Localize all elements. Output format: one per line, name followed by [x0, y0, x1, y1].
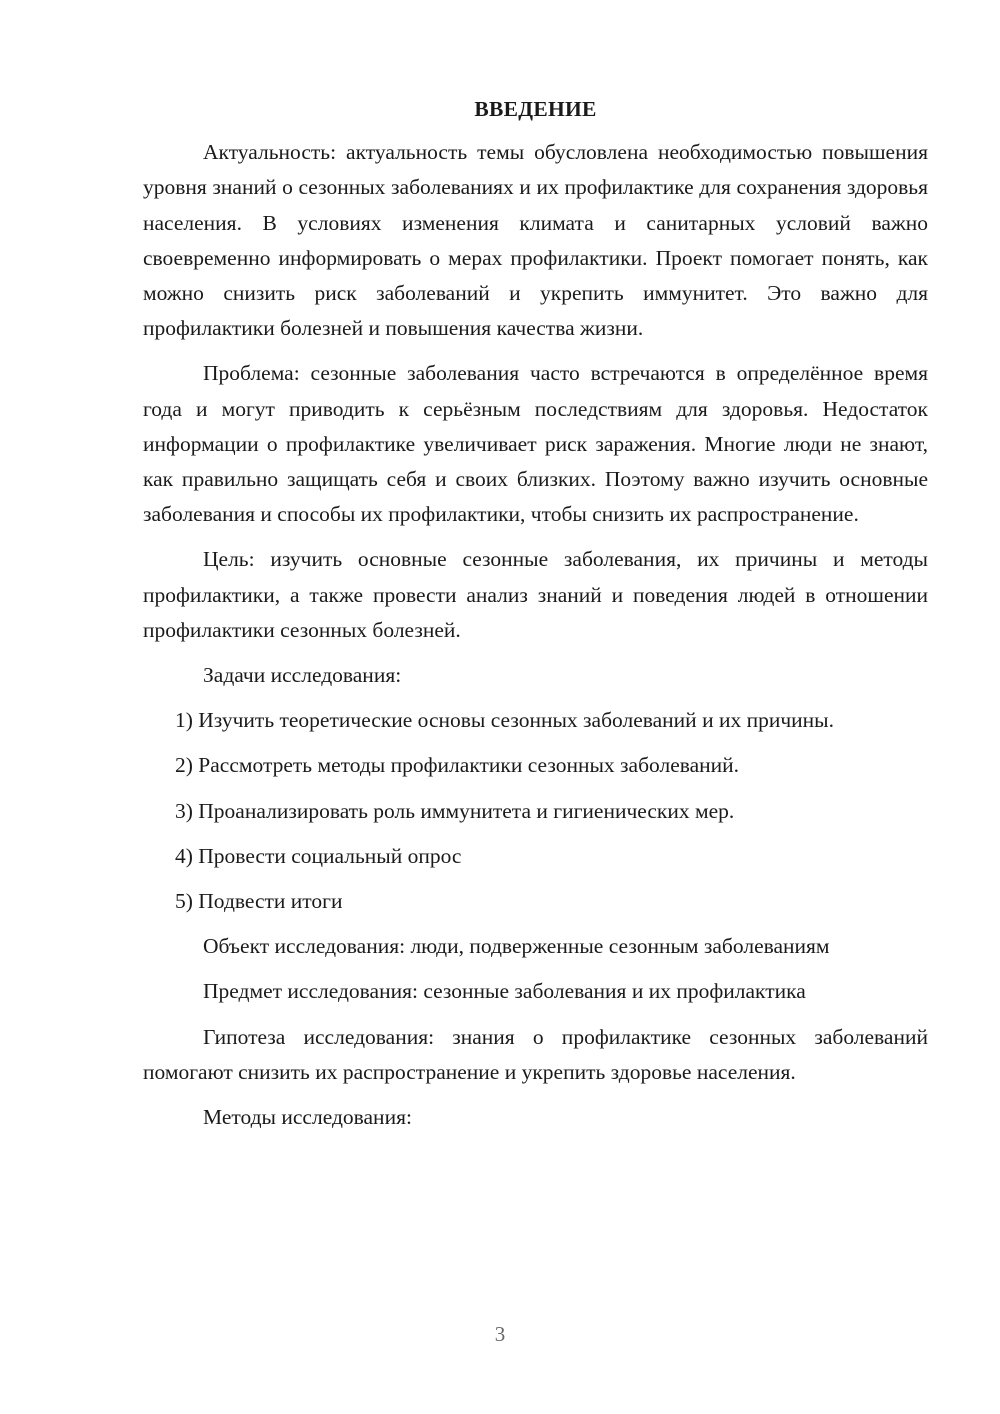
- document-page: [143, 92, 928, 1145]
- paragraph-tasks-heading: Задачи исследования:: [203, 663, 402, 688]
- section-title: ВВЕДЕНИЕ: [474, 97, 597, 121]
- paragraph-object: Объект исследования: люди, подверженные сезонным заболеваниям: [203, 934, 830, 959]
- paragraph-goal: Цель: изучить основные сезонные заболевания, их причины и методы профилактики, а также провести анализ знаний и поведения людей в отношении профилактики сезонных болезней.: [143, 547, 928, 642]
- paragraph-hypothesis: Гипотеза исследования: знания о профилактике сезонных заболеваний помогают снизить их распространение и укрепить здоровье населения.: [143, 1024, 928, 1084]
- task-item-5: 5) Подвести итоги: [175, 889, 343, 914]
- task-item-1: 1) Изучить теоретические основы сезонных заболеваний и их причины.: [175, 708, 834, 733]
- task-item-3: 3) Проанализировать роль иммунитета и гигиенических мер.: [175, 798, 735, 823]
- page-number: 3: [494, 1322, 506, 1346]
- paragraph-relevance: Актуальность: актуальность темы обусловлена необходимостью повышения уровня знаний о сезонных заболеваниях и их профилактике для сохранения здоровья населения. В условиях изменения климата и санитарных условий важно своевременно информировать о мерах профилактики. Проект помогает понять, как можно снизить риск заболеваний и укрепить иммунитет. Это важно для профилактики болезней и повышения качества жизни.: [143, 140, 928, 341]
- task-item-4: 4) Провести социальный опрос: [175, 843, 462, 868]
- task-item-2: 2) Рассмотреть методы профилактики сезонных заболеваний.: [175, 753, 740, 778]
- paragraph-subject: Предмет исследования: сезонные заболевания и их профилактика: [203, 979, 806, 1004]
- paragraph-methods: Методы исследования:: [203, 1105, 412, 1130]
- paragraph-problem: Проблема: сезонные заболевания часто встречаются в определённое время года и могут приводить к серьёзным последствиям для здоровья. Недостаток информации о профилактике увеличивает риск заражения. Многие люди не знают, как правильно защищать себя и своих близких. Поэтому важно изучить основные заболевания и способы их профилактики, чтобы снизить их распространение.: [143, 361, 928, 527]
